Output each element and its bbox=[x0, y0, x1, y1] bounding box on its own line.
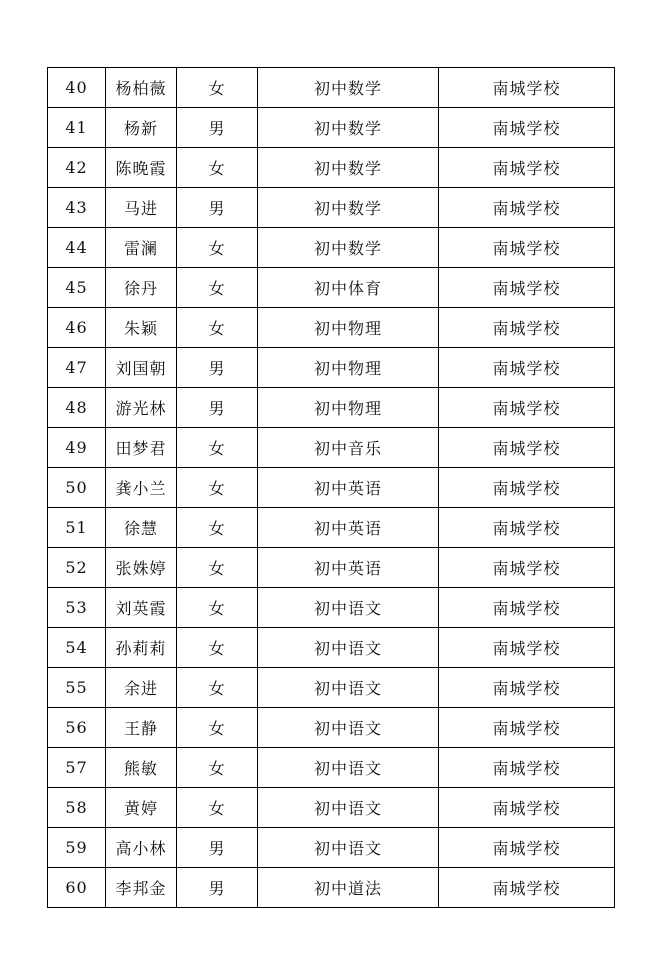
teacher-name-cell bbox=[106, 708, 177, 748]
gender-cell bbox=[177, 308, 258, 348]
table-row bbox=[48, 428, 615, 468]
row-number-cell bbox=[48, 228, 106, 268]
teacher-name-cell bbox=[106, 628, 177, 668]
gender-cell-text: 女 bbox=[208, 639, 226, 658]
school-cell-text: 南城学校 bbox=[492, 759, 561, 778]
subject-cell bbox=[258, 468, 439, 508]
gender-cell bbox=[177, 548, 258, 588]
table-row bbox=[48, 188, 615, 228]
row-number-cell bbox=[48, 268, 106, 308]
school-cell bbox=[439, 68, 615, 108]
gender-cell-text: 女 bbox=[208, 319, 226, 338]
teacher-name-cell bbox=[106, 748, 177, 788]
row-number-cell-text: 47 bbox=[65, 358, 88, 377]
gender-cell bbox=[177, 388, 258, 428]
row-number-cell bbox=[48, 508, 106, 548]
gender-cell-text: 女 bbox=[208, 279, 226, 298]
school-cell-text: 南城学校 bbox=[492, 119, 561, 138]
gender-cell bbox=[177, 68, 258, 108]
school-cell bbox=[439, 108, 615, 148]
subject-cell bbox=[258, 268, 439, 308]
school-cell bbox=[439, 788, 615, 828]
row-number-cell-text: 40 bbox=[65, 78, 88, 97]
school-cell bbox=[439, 868, 615, 908]
teacher-name-cell-text: 杨新 bbox=[123, 119, 158, 138]
teacher-name-cell bbox=[106, 588, 177, 628]
gender-cell bbox=[177, 228, 258, 268]
school-cell-text: 南城学校 bbox=[492, 839, 561, 858]
subject-cell-text: 初中数学 bbox=[313, 79, 382, 98]
teacher-name-cell-text: 王静 bbox=[123, 719, 158, 738]
school-cell bbox=[439, 388, 615, 428]
subject-cell-text: 初中语文 bbox=[313, 719, 382, 738]
table-row bbox=[48, 388, 615, 428]
subject-cell bbox=[258, 708, 439, 748]
school-cell bbox=[439, 468, 615, 508]
gender-cell-text: 男 bbox=[208, 359, 226, 378]
subject-cell-text: 初中语文 bbox=[313, 759, 382, 778]
subject-cell bbox=[258, 508, 439, 548]
table-row bbox=[48, 828, 615, 868]
row-number-cell-text: 45 bbox=[65, 278, 88, 297]
row-number-cell bbox=[48, 68, 106, 108]
subject-cell bbox=[258, 348, 439, 388]
teacher-name-cell-text: 游光林 bbox=[115, 399, 167, 418]
gender-cell-text: 男 bbox=[208, 199, 226, 218]
gender-cell bbox=[177, 668, 258, 708]
school-cell-text: 南城学校 bbox=[492, 439, 561, 458]
school-cell-text: 南城学校 bbox=[492, 559, 561, 578]
subject-cell bbox=[258, 308, 439, 348]
school-cell bbox=[439, 268, 615, 308]
row-number-cell-text: 55 bbox=[65, 678, 88, 697]
subject-cell bbox=[258, 548, 439, 588]
teacher-name-cell-text: 黄婷 bbox=[123, 799, 158, 818]
school-cell-text: 南城学校 bbox=[492, 879, 561, 898]
row-number-cell-text: 57 bbox=[65, 758, 88, 777]
school-cell bbox=[439, 708, 615, 748]
gender-cell-text: 女 bbox=[208, 479, 226, 498]
school-cell bbox=[439, 588, 615, 628]
subject-cell-text: 初中物理 bbox=[313, 319, 382, 338]
teacher-name-cell bbox=[106, 788, 177, 828]
row-number-cell-text: 50 bbox=[65, 478, 88, 497]
gender-cell bbox=[177, 428, 258, 468]
school-cell-text: 南城学校 bbox=[492, 279, 561, 298]
school-cell bbox=[439, 348, 615, 388]
teacher-name-cell-text: 刘国朝 bbox=[115, 359, 167, 378]
row-number-cell bbox=[48, 628, 106, 668]
gender-cell-text: 女 bbox=[208, 159, 226, 178]
subject-cell bbox=[258, 228, 439, 268]
school-cell bbox=[439, 628, 615, 668]
teacher-name-cell-text: 刘英霞 bbox=[115, 599, 167, 618]
table-row bbox=[48, 748, 615, 788]
teacher-name-cell bbox=[106, 428, 177, 468]
subject-cell-text: 初中数学 bbox=[313, 199, 382, 218]
row-number-cell-text: 56 bbox=[65, 718, 88, 737]
teacher-name-cell bbox=[106, 108, 177, 148]
gender-cell bbox=[177, 348, 258, 388]
subject-cell-text: 初中英语 bbox=[313, 519, 382, 538]
row-number-cell bbox=[48, 868, 106, 908]
gender-cell bbox=[177, 148, 258, 188]
teacher-name-cell bbox=[106, 388, 177, 428]
row-number-cell bbox=[48, 188, 106, 228]
gender-cell bbox=[177, 468, 258, 508]
gender-cell-text: 女 bbox=[208, 439, 226, 458]
school-cell-text: 南城学校 bbox=[492, 319, 561, 338]
teacher-name-cell-text: 张姝婷 bbox=[115, 559, 167, 578]
teacher-name-cell-text: 龚小兰 bbox=[115, 479, 167, 498]
teacher-name-cell-text: 杨柏薇 bbox=[115, 79, 167, 98]
teacher-name-cell bbox=[106, 68, 177, 108]
gender-cell bbox=[177, 268, 258, 308]
subject-cell bbox=[258, 748, 439, 788]
gender-cell bbox=[177, 188, 258, 228]
school-cell bbox=[439, 748, 615, 788]
school-cell-text: 南城学校 bbox=[492, 399, 561, 418]
gender-cell-text: 男 bbox=[208, 839, 226, 858]
table-row bbox=[48, 548, 615, 588]
row-number-cell bbox=[48, 348, 106, 388]
table-row bbox=[48, 708, 615, 748]
subject-cell-text: 初中英语 bbox=[313, 479, 382, 498]
row-number-cell bbox=[48, 388, 106, 428]
row-number-cell-text: 48 bbox=[65, 398, 88, 417]
subject-cell-text: 初中物理 bbox=[313, 359, 382, 378]
table-row bbox=[48, 68, 615, 108]
row-number-cell-text: 52 bbox=[65, 558, 88, 577]
teacher-name-cell bbox=[106, 468, 177, 508]
row-number-cell bbox=[48, 468, 106, 508]
table-row bbox=[48, 628, 615, 668]
gender-cell-text: 女 bbox=[208, 799, 226, 818]
school-cell-text: 南城学校 bbox=[492, 199, 561, 218]
school-cell-text: 南城学校 bbox=[492, 679, 561, 698]
subject-cell-text: 初中语文 bbox=[313, 799, 382, 818]
teacher-name-cell-text: 雷澜 bbox=[123, 239, 158, 258]
school-cell bbox=[439, 828, 615, 868]
subject-cell bbox=[258, 588, 439, 628]
subject-cell-text: 初中体育 bbox=[313, 279, 382, 298]
school-cell bbox=[439, 548, 615, 588]
teacher-name-cell bbox=[106, 828, 177, 868]
subject-cell bbox=[258, 388, 439, 428]
teacher-name-cell bbox=[106, 668, 177, 708]
table-row bbox=[48, 228, 615, 268]
teacher-name-cell bbox=[106, 188, 177, 228]
subject-cell bbox=[258, 428, 439, 468]
teacher-name-cell bbox=[106, 348, 177, 388]
table-row bbox=[48, 268, 615, 308]
subject-cell-text: 初中道法 bbox=[313, 879, 382, 898]
table-row bbox=[48, 588, 615, 628]
school-cell bbox=[439, 228, 615, 268]
gender-cell bbox=[177, 588, 258, 628]
row-number-cell bbox=[48, 788, 106, 828]
teacher-name-cell-text: 孙莉莉 bbox=[115, 639, 167, 658]
gender-cell-text: 男 bbox=[208, 119, 226, 138]
teacher-name-cell-text: 余进 bbox=[123, 679, 158, 698]
subject-cell-text: 初中语文 bbox=[313, 679, 382, 698]
gender-cell bbox=[177, 508, 258, 548]
row-number-cell-text: 44 bbox=[65, 238, 88, 257]
subject-cell bbox=[258, 628, 439, 668]
school-cell-text: 南城学校 bbox=[492, 799, 561, 818]
row-number-cell-text: 49 bbox=[65, 438, 88, 457]
school-cell-text: 南城学校 bbox=[492, 159, 561, 178]
gender-cell-text: 女 bbox=[208, 559, 226, 578]
school-cell bbox=[439, 668, 615, 708]
school-cell-text: 南城学校 bbox=[492, 639, 561, 658]
table-row bbox=[48, 148, 615, 188]
teacher-name-cell bbox=[106, 548, 177, 588]
table-row bbox=[48, 788, 615, 828]
gender-cell bbox=[177, 828, 258, 868]
table-row bbox=[48, 868, 615, 908]
subject-cell-text: 初中英语 bbox=[313, 559, 382, 578]
teacher-name-cell-text: 高小林 bbox=[115, 839, 167, 858]
teacher-name-cell bbox=[106, 148, 177, 188]
row-number-cell-text: 46 bbox=[65, 318, 88, 337]
school-cell bbox=[439, 148, 615, 188]
row-number-cell-text: 59 bbox=[65, 838, 88, 857]
teacher-name-cell-text: 李邦金 bbox=[115, 879, 167, 898]
school-cell-text: 南城学校 bbox=[492, 599, 561, 618]
table-row bbox=[48, 308, 615, 348]
teacher-name-cell bbox=[106, 508, 177, 548]
gender-cell-text: 女 bbox=[208, 599, 226, 618]
gender-cell bbox=[177, 868, 258, 908]
teacher-name-cell-text: 田梦君 bbox=[115, 439, 167, 458]
teacher-name-cell-text: 熊敏 bbox=[123, 759, 158, 778]
gender-cell-text: 女 bbox=[208, 239, 226, 258]
teacher-name-cell-text: 马进 bbox=[123, 199, 158, 218]
teacher-name-cell-text: 徐丹 bbox=[123, 279, 158, 298]
row-number-cell-text: 51 bbox=[65, 518, 88, 537]
roster-table bbox=[47, 67, 615, 908]
row-number-cell bbox=[48, 748, 106, 788]
row-number-cell-text: 60 bbox=[65, 878, 88, 897]
teacher-name-cell bbox=[106, 268, 177, 308]
school-cell-text: 南城学校 bbox=[492, 359, 561, 378]
gender-cell-text: 男 bbox=[208, 879, 226, 898]
roster-table-body bbox=[48, 68, 615, 908]
gender-cell-text: 女 bbox=[208, 79, 226, 98]
teacher-name-cell bbox=[106, 228, 177, 268]
subject-cell bbox=[258, 188, 439, 228]
row-number-cell bbox=[48, 588, 106, 628]
teacher-name-cell-text: 陈晚霞 bbox=[115, 159, 167, 178]
row-number-cell-text: 54 bbox=[65, 638, 88, 657]
gender-cell-text: 女 bbox=[208, 719, 226, 738]
subject-cell bbox=[258, 108, 439, 148]
subject-cell-text: 初中音乐 bbox=[313, 439, 382, 458]
row-number-cell-text: 42 bbox=[65, 158, 88, 177]
school-cell bbox=[439, 508, 615, 548]
school-cell-text: 南城学校 bbox=[492, 719, 561, 738]
teacher-name-cell bbox=[106, 308, 177, 348]
gender-cell bbox=[177, 108, 258, 148]
table-row bbox=[48, 508, 615, 548]
gender-cell-text: 男 bbox=[208, 399, 226, 418]
subject-cell bbox=[258, 828, 439, 868]
row-number-cell bbox=[48, 428, 106, 468]
subject-cell bbox=[258, 668, 439, 708]
gender-cell bbox=[177, 748, 258, 788]
row-number-cell bbox=[48, 148, 106, 188]
teacher-name-cell bbox=[106, 868, 177, 908]
subject-cell-text: 初中语文 bbox=[313, 639, 382, 658]
row-number-cell bbox=[48, 828, 106, 868]
teacher-name-cell-text: 徐慧 bbox=[123, 519, 158, 538]
subject-cell-text: 初中数学 bbox=[313, 159, 382, 178]
school-cell-text: 南城学校 bbox=[492, 79, 561, 98]
subject-cell-text: 初中语文 bbox=[313, 839, 382, 858]
school-cell bbox=[439, 308, 615, 348]
row-number-cell bbox=[48, 668, 106, 708]
row-number-cell bbox=[48, 548, 106, 588]
row-number-cell-text: 58 bbox=[65, 798, 88, 817]
gender-cell bbox=[177, 708, 258, 748]
subject-cell-text: 初中语文 bbox=[313, 599, 382, 618]
table-row bbox=[48, 108, 615, 148]
subject-cell-text: 初中数学 bbox=[313, 239, 382, 258]
gender-cell bbox=[177, 628, 258, 668]
school-cell bbox=[439, 188, 615, 228]
table-row bbox=[48, 668, 615, 708]
row-number-cell bbox=[48, 308, 106, 348]
row-number-cell bbox=[48, 708, 106, 748]
school-cell-text: 南城学校 bbox=[492, 239, 561, 258]
row-number-cell-text: 41 bbox=[65, 118, 88, 137]
school-cell bbox=[439, 428, 615, 468]
school-cell-text: 南城学校 bbox=[492, 479, 561, 498]
table-row bbox=[48, 468, 615, 508]
subject-cell bbox=[258, 788, 439, 828]
subject-cell bbox=[258, 868, 439, 908]
subject-cell bbox=[258, 148, 439, 188]
row-number-cell bbox=[48, 108, 106, 148]
row-number-cell-text: 43 bbox=[65, 198, 88, 217]
school-cell-text: 南城学校 bbox=[492, 519, 561, 538]
subject-cell bbox=[258, 68, 439, 108]
teacher-name-cell-text: 朱颖 bbox=[123, 319, 158, 338]
table-row bbox=[48, 348, 615, 388]
gender-cell-text: 女 bbox=[208, 519, 226, 538]
subject-cell-text: 初中物理 bbox=[313, 399, 382, 418]
subject-cell-text: 初中数学 bbox=[313, 119, 382, 138]
gender-cell-text: 女 bbox=[208, 679, 226, 698]
row-number-cell-text: 53 bbox=[65, 598, 88, 617]
gender-cell bbox=[177, 788, 258, 828]
gender-cell-text: 女 bbox=[208, 759, 226, 778]
